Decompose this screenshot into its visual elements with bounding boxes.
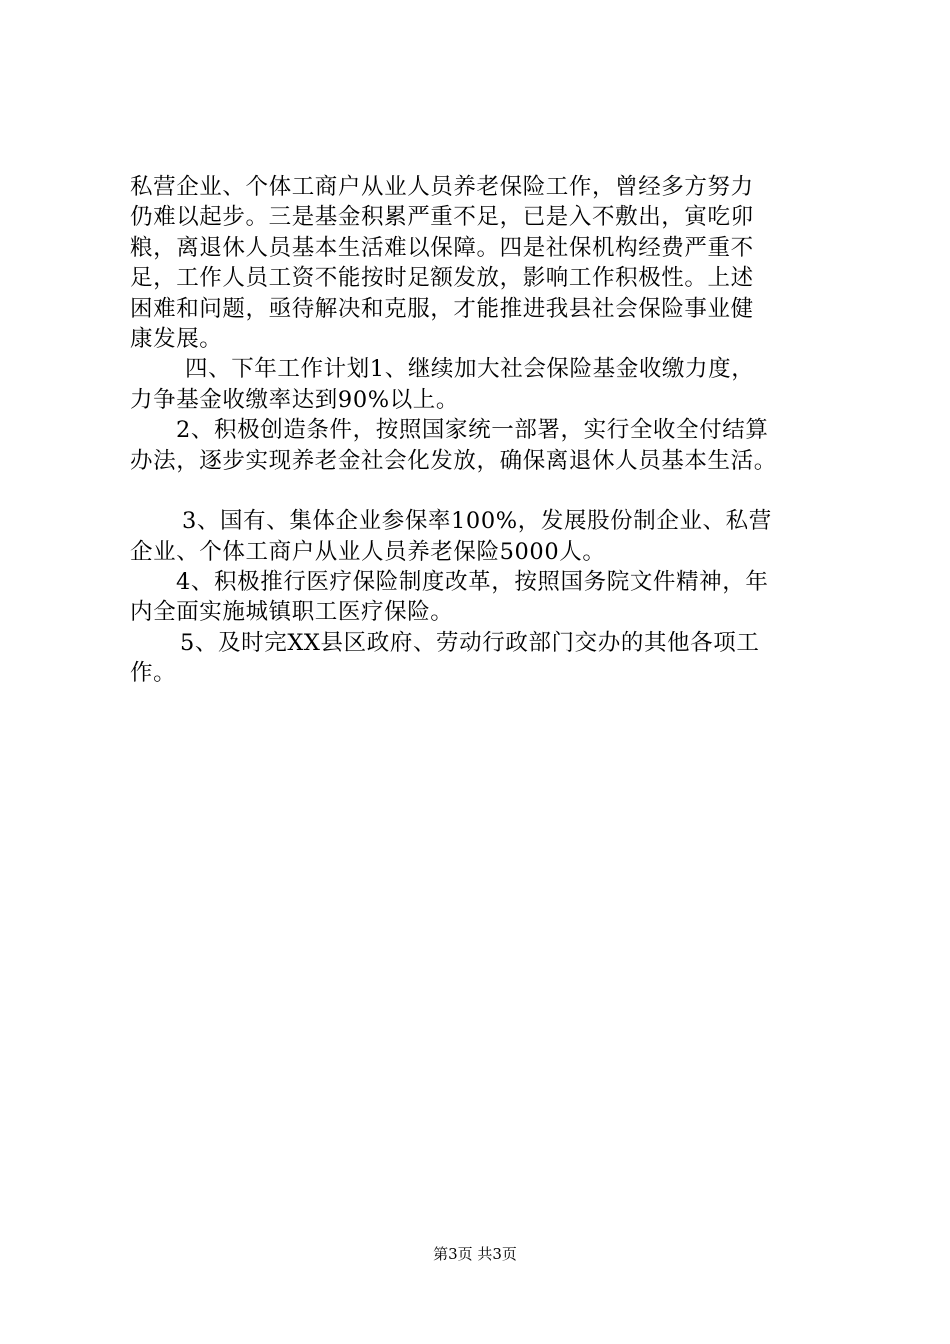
plan-item-2: 2、积极创造条件，按照国家统一部署，实行全收全付结算 — [176, 417, 769, 444]
text-line: 粮，离退休人员基本生活难以保障。四是社保机构经费严重不 — [130, 234, 754, 261]
text-line: 作。 — [130, 660, 177, 687]
plan-item-3: 3、国有、集体企业参保率100%，发展股份制企业、私营 — [182, 508, 772, 535]
text-line: 力争基金收缴率达到90%以上。 — [130, 386, 460, 413]
text-line: 仍难以起步。三是基金积累严重不足，已是入不敷出，寅吃卯 — [130, 204, 754, 231]
text-line: 困难和问题，亟待解决和克服，才能推进我县社会保险事业健 — [130, 295, 754, 322]
paragraph-gap — [130, 476, 842, 506]
text-line: 康发展。 — [130, 325, 223, 352]
text-line: 企业、个体工商户从业人员养老保险5000人。 — [130, 538, 606, 565]
text-line: 足，工作人员工资不能按时足额发放，影响工作积极性。上述 — [130, 265, 754, 292]
text-line: 办法，逐步实现养老金社会化发放，确保离退休人员基本生活。 — [130, 447, 777, 474]
text-line: 私营企业、个体工商户从业人员养老保险工作，曾经多方努力 — [130, 174, 754, 200]
page-footer: 第3页 共3页 — [433, 1245, 517, 1263]
text-line: 内全面实施城镇职工医疗保险。 — [130, 599, 454, 626]
section-heading-line: 四、下年工作计划1、继续加大社会保险基金收缴力度， — [185, 356, 755, 383]
document-body — [130, 172, 842, 689]
plan-item-5: 5、及时完XX县区政府、劳动行政部门交办的其他各项工 — [180, 629, 760, 656]
plan-item-4: 4、积极推行医疗保险制度改革，按照国务院文件精神，年 — [176, 569, 769, 596]
